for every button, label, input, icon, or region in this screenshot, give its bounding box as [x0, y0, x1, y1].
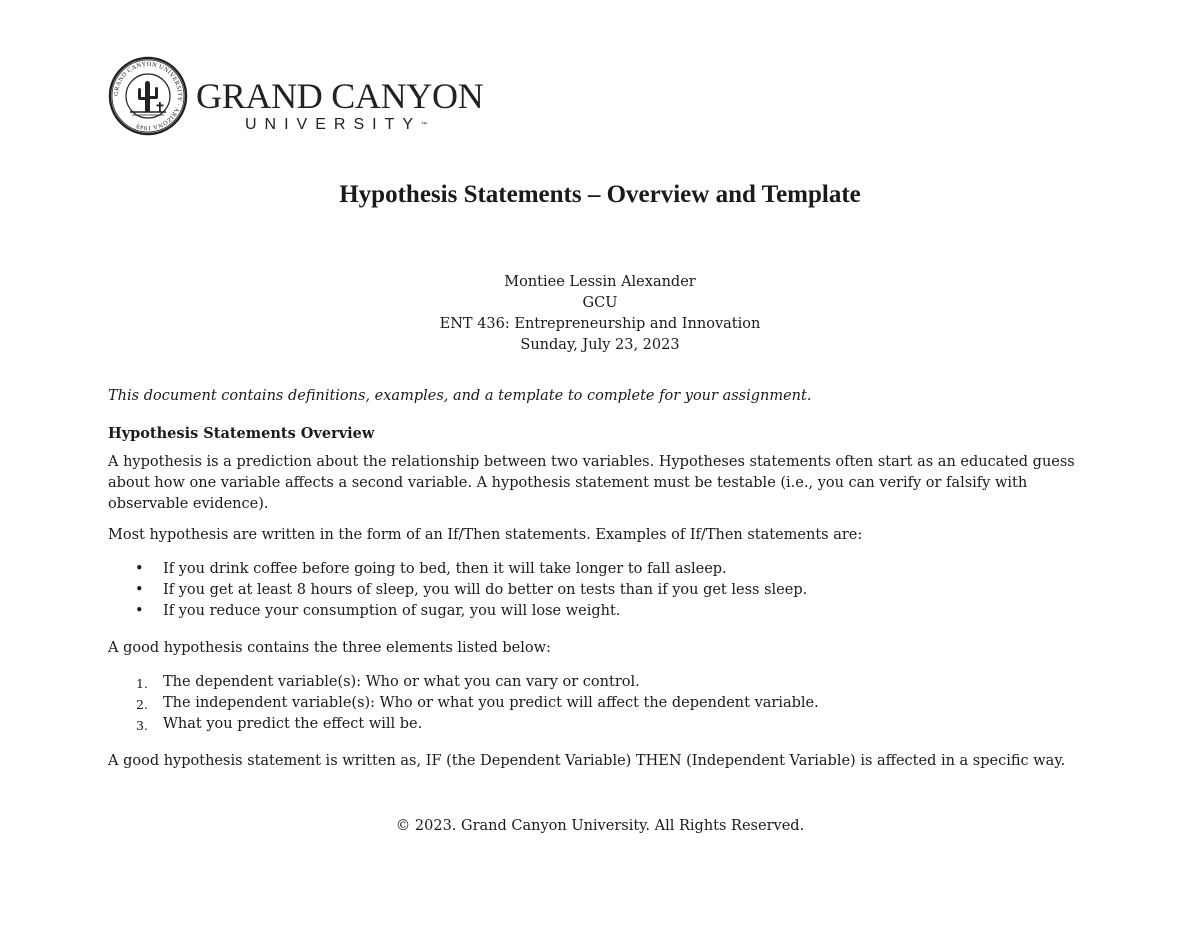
overview-paragraph: A hypothesis is a prediction about the relationship between two variables. Hypotheses statements often start as an educated guess about how one variable affects a second variable. A hypothesis statement must be testable (i.e., you can verify or falsify with observable evidence).	[108, 454, 1075, 512]
list-number: 3.	[136, 718, 148, 733]
bullet-icon: •	[135, 561, 144, 577]
svg-text:GRAND CANYON UNIVERSITY · ARIZ: GRAND CANYON UNIVERSITY · ARIZONA 1949	[112, 60, 184, 132]
document-title: Hypothesis Statements – Overview and Template	[339, 181, 861, 208]
university-logo	[108, 56, 488, 140]
section-heading: Hypothesis Statements Overview	[108, 425, 375, 442]
intro-text: This document contains definitions, examples, and a template to complete for your assignment.	[108, 388, 812, 404]
element-text: The dependent variable(s): Who or what you can vary or control.	[163, 674, 640, 690]
list-number: 1.	[136, 676, 148, 691]
document-date: Sunday, July 23, 2023	[520, 337, 680, 353]
bullet-icon: •	[135, 603, 144, 619]
list-item	[108, 693, 1088, 714]
logo-wordmark: GRAND CANYON	[196, 76, 484, 116]
copyright-notice: © 2023. Grand Canyon University. All Rights Reserved.	[395, 818, 805, 834]
example-text: If you get at least 8 hours of sleep, you will do better on tests than if you get less sleep.	[163, 582, 808, 598]
list-item	[108, 580, 1088, 601]
elements-intro: A good hypothesis contains the three elements listed below:	[108, 640, 551, 656]
example-text: If you reduce your consumption of sugar, you will lose weight.	[163, 603, 621, 619]
element-text: The independent variable(s): Who or what you predict will affect the dependent variable.	[163, 695, 819, 711]
element-text: What you predict the effect will be.	[163, 716, 423, 732]
institution-name: GCU	[582, 295, 618, 311]
logo-subtitle-text: UNIVERSITY	[245, 116, 422, 133]
examples-list	[108, 559, 1088, 622]
title-block	[0, 272, 1200, 356]
document-body	[108, 386, 1088, 772]
list-item	[108, 601, 1088, 622]
elements-list	[108, 672, 1088, 735]
closing-paragraph: A good hypothesis statement is written as, IF (the Dependent Variable) THEN (Independent Variable) is affected in a specific way.	[108, 753, 1066, 769]
bullet-icon: •	[135, 582, 144, 598]
university-seal-icon	[108, 56, 188, 136]
course-name: ENT 436: Entrepreneurship and Innovation	[439, 316, 761, 332]
trademark-symbol: ™	[421, 122, 428, 128]
example-text: If you drink coffee before going to bed, then it will take longer to fall asleep.	[163, 561, 727, 577]
list-number: 2.	[136, 697, 148, 712]
list-item	[108, 559, 1088, 580]
examples-intro: Most hypothesis are written in the form of an If/Then statements. Examples of If/Then statements are:	[108, 527, 863, 543]
logo-subtitle	[245, 116, 427, 134]
list-item	[108, 672, 1088, 693]
list-item	[108, 714, 1088, 735]
author-name: Montiee Lessin Alexander	[504, 274, 696, 290]
